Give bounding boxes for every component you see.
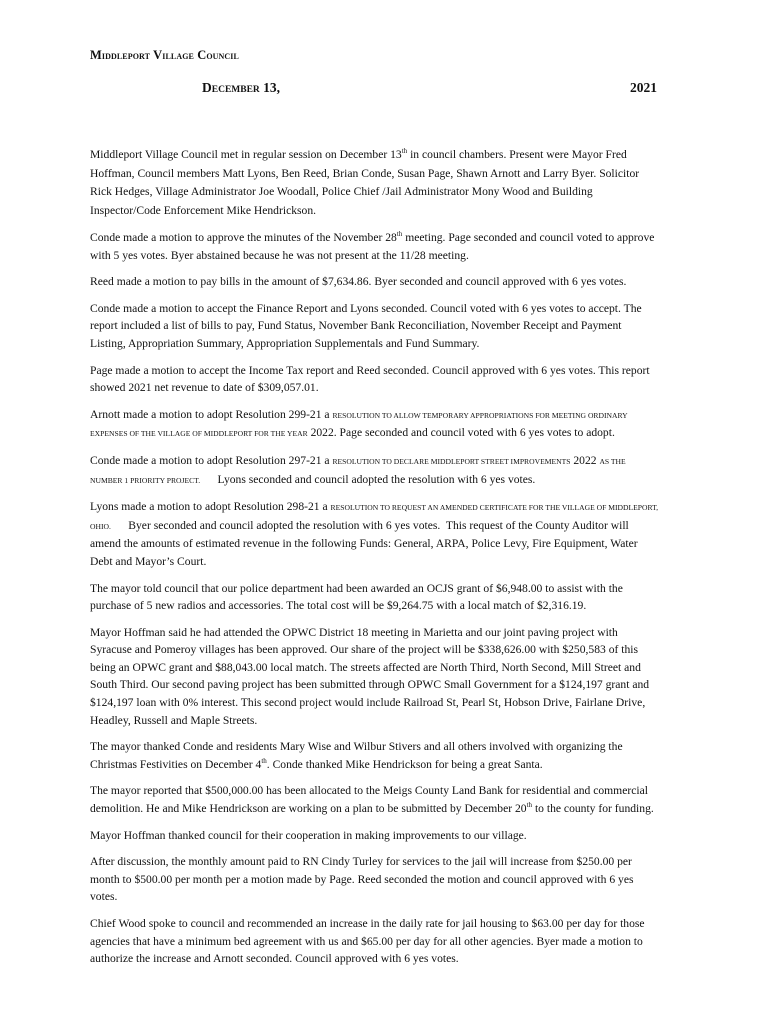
paragraph-attendance <box>90 146 660 220</box>
text-run: in council chambers. Present were Mayor Fred Hoffman, Council members Matt Lyons, Ben Reed, Brian Conde, Susan Page, Shawn Arnott and Larry Byer. Solicitor Rick Hedges, Village Administrator Joe Woodall, Police Chief /Jail Administrator Mony Wood and Building Inspector/Code Enforcement Mike Hendrickson. <box>90 148 640 217</box>
paragraph-christmas-festivities <box>90 738 660 773</box>
paragraph-finance-report: Conde made a motion to accept the Finance Report and Lyons seconded. Council voted with 6 yes votes to accept. The report included a list of bills to pay, Fund Status, November Bank Reconciliation, November Receipt and Payment Listing, Appropriation Summary, Appropriation Supplementals and Fund Summary. <box>90 301 642 350</box>
paragraph-resolution-297 <box>90 452 660 489</box>
superscript: th <box>261 756 267 765</box>
text-run: to the county for funding. <box>532 802 654 816</box>
small-caps-run: AS THE NUMBER 1 PRIORITY PROJECT. <box>90 456 626 485</box>
date-part: D <box>202 80 212 95</box>
text-run: meeting. Page seconded and council voted to approve with 5 yes votes. Byer abstained because he was not present at the 11/28 meeting. <box>90 231 655 262</box>
paragraph-resolution-298 <box>90 498 660 570</box>
title-part: C <box>193 48 207 62</box>
small-caps-run: RESOLUTION TO REQUEST AN AMENDED CERTIFICATE FOR THE VILLAGE OF MIDDLEPORT, OHIO. <box>90 503 659 531</box>
text-run: Conde made a motion to approve the minutes of the November 28 <box>90 231 397 244</box>
title-part: IDDLEPORT <box>101 52 151 61</box>
text-run: Arnott made a motion to adopt Resolution 299-21 a <box>90 407 333 421</box>
paragraph-land-bank <box>90 782 660 817</box>
title-part: M <box>90 48 102 62</box>
paragraph-resolution-299 <box>90 406 660 443</box>
text-run: Middleport Village Council met in regular session on December 13 <box>90 148 402 161</box>
text-run: Lyons made a motion to adopt Resolution 298-21 a <box>90 500 331 514</box>
superscript: th <box>396 230 403 239</box>
small-caps-run: RESOLUTION TO ALLOW TEMPORARY APPROPRIATIONS FOR MEETING ORDINARY EXPENSES OF THE VILLAGE OF MIDDLEPORT FOR THE YEAR <box>90 410 628 439</box>
paragraph-minutes-approval <box>90 229 660 264</box>
text-run: Byer seconded and council adopted the resolution with 6 yes votes. This request of the County Auditor will amend the amounts of estimated revenue in the following Funds: General, ARPA, Police Levy, Fire Equipment, Water Debt and Mayor’s Court. <box>90 518 641 568</box>
superscript: th <box>401 147 408 156</box>
paragraph-jail-housing-rate: Chief Wood spoke to council and recommended an increase in the daily rate for jail housing to $63.00 per day for those agencies that have a minimum bed agreement with us and $65.00 per day for all other agencies. Byer made a motion to authorize the increase and Arnott seconded. Council approved with 6 yes votes. <box>90 917 645 966</box>
paragraph-bills: Reed made a motion to pay bills in the amount of $7,634.86. Byer seconded and council approved with 6 yes votes. <box>90 275 627 289</box>
small-caps-run: RESOLUTION TO DECLARE MIDDLEPORT STREET IMPROVEMENTS <box>332 456 571 466</box>
text-run: . Conde thanked Mike Hendrickson for being a great Santa. <box>266 757 543 771</box>
meeting-date <box>202 80 280 96</box>
text-run: Lyons seconded and council adopted the resolution with 6 yes votes. <box>200 472 536 486</box>
text-run: The mayor reported that $500,000.00 has been allocated to the Meigs County Land Bank for residential and commercial demolition. He and Mike Hendrickson are working on a plan to be submitted by December 20 <box>90 784 648 816</box>
paragraph-income-tax: Page made a motion to accept the Income Tax report and Reed seconded. Council approved with 6 yes votes. This report showed 2021 net revenue to date of $309,057.01. <box>90 363 650 395</box>
text-run: The mayor thanked Conde and residents Mary Wise and Wilbur Stivers and all others involved with organizing the Christmas Festivities on December 4 <box>90 740 623 771</box>
paragraph-opwc-paving: Mayor Hoffman said he had attended the OPWC District 18 meeting in Marietta and our joint paving project with Syracuse and Pomeroy villages has been approved. Our share of the project will be $338,626.00 with $250,583 of this being an OPWC grant and $88,043.00 local match. The streets affected are North Third, North Second, Mill Street and South Third. Our second paving project has been submitted through OPWC Small Government for a $124,197 grant and $124,197 loan with 0% interest. This second project would include Railroad St, Pearl St, Hobson Drive, Fairlane Drive, Headley, Russell and Maple Streets. <box>90 625 650 727</box>
date-part: 13, <box>259 80 281 95</box>
minutes-body <box>90 146 660 977</box>
paragraph-ocjs-grant: The mayor told council that our police department had been awarded an OCJS grant of $6,948.00 to assist with the purchase of 5 new radios and accessories. The total cost will be $9,264.75 with a local match of $2,316.19. <box>90 581 623 613</box>
title-part: OUNCIL <box>206 52 239 61</box>
text-run: 2022. Page seconded and council voted with 6 yes votes to adopt. <box>307 426 615 440</box>
text-run: 2022 <box>570 453 600 467</box>
superscript: th <box>526 801 533 810</box>
text-run: Conde made a motion to adopt Resolution 297-21 a <box>90 453 333 467</box>
title-part: ILLAGE <box>162 52 194 61</box>
document-title <box>90 48 239 63</box>
paragraph-thanks: Mayor Hoffman thanked council for their cooperation in making improvements to our village. <box>90 828 527 842</box>
paragraph-jail-nurse: After discussion, the monthly amount paid to RN Cindy Turley for services to the jail will increase from $250.00 per month to $500.00 per month per a motion made by Page. Reed seconded the motion and council approved with 6 yes votes. <box>90 855 634 904</box>
date-part: ECEMBER <box>211 85 260 95</box>
meeting-year: 2021 <box>630 80 657 95</box>
title-part: V <box>150 48 163 62</box>
